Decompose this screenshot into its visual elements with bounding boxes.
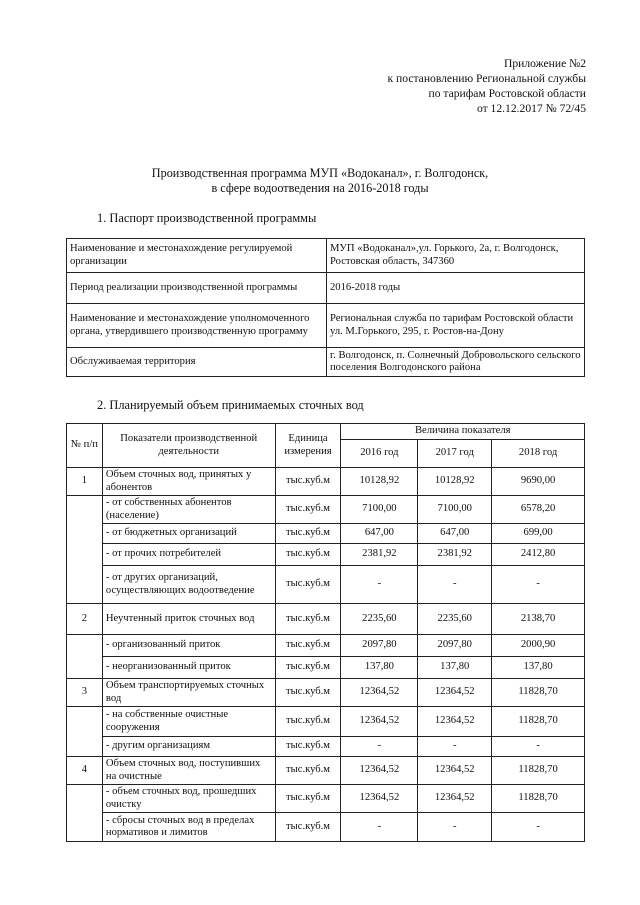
header-unit: Единица измерения — [275, 424, 341, 468]
table-row — [67, 707, 585, 737]
header-row — [67, 424, 585, 440]
document-title — [0, 166, 640, 196]
title-line-2: в сфере водоотведения на 2016-2018 годы — [211, 181, 429, 195]
row-number-empty — [67, 785, 103, 842]
row-unit: тыс.куб.м — [275, 468, 341, 496]
row-number-empty — [67, 707, 103, 757]
row-indicator: Объем транспортируемых сточных вод — [102, 679, 275, 707]
row-value-2017: 137,80 — [418, 657, 492, 679]
row-indicator: - от прочих потребителей — [102, 544, 275, 566]
passport-row — [67, 273, 585, 304]
passport-table — [66, 238, 585, 377]
table-row — [67, 635, 585, 657]
section-2-heading: 2. Планируемый объем принимаемых сточных вод — [97, 398, 364, 412]
row-value-2016: 647,00 — [341, 524, 418, 544]
section-1-heading: 1. Паспорт производственной программы — [97, 211, 317, 225]
appendix-header — [388, 56, 587, 116]
row-indicator: - неорганизованный приток — [102, 657, 275, 679]
row-value-2016: 12364,52 — [341, 785, 418, 813]
header-indicator: Показатели производственной деятельности — [102, 424, 275, 468]
row-value-2017: - — [418, 813, 492, 842]
table-row — [67, 737, 585, 757]
row-indicator: Неучтенный приток сточных вод — [102, 604, 275, 635]
row-value-2017: 7100,00 — [418, 496, 492, 524]
row-indicator: - объем сточных вод, прошедших очистку — [102, 785, 275, 813]
passport-row — [67, 304, 585, 348]
row-value-2017: 2235,60 — [418, 604, 492, 635]
row-indicator: - сбросы сточных вод в пределах нормативов и лимитов — [102, 813, 275, 842]
row-unit: тыс.куб.м — [275, 757, 341, 785]
row-number-empty — [67, 496, 103, 604]
appendix-line-4: от 12.12.2017 № 72/45 — [476, 102, 586, 115]
table-row — [67, 496, 585, 524]
passport-value: 2016-2018 годы — [327, 273, 585, 304]
row-value-2018: 2138,70 — [492, 604, 585, 635]
row-value-2018: 11828,70 — [492, 707, 585, 737]
row-unit: тыс.куб.м — [275, 785, 341, 813]
row-value-2018: 9690,00 — [492, 468, 585, 496]
row-indicator: Объем сточных вод, принятых у абонентов — [102, 468, 275, 496]
passport-label: Период реализации производственной программы — [67, 273, 327, 304]
table-row — [67, 757, 585, 785]
volume-table — [66, 423, 585, 842]
row-value-2018: - — [492, 737, 585, 757]
table-row — [67, 544, 585, 566]
row-value-2016: - — [341, 813, 418, 842]
title-line-1: Производственная программа МУП «Водоканал», г. Волгодонск, — [151, 166, 489, 180]
row-value-2018: - — [492, 566, 585, 604]
row-number: 1 — [67, 468, 103, 496]
passport-label: Наименование и местонахождение уполномоченного органа, утвердившего производственную программу — [67, 304, 327, 348]
row-unit: тыс.куб.м — [275, 679, 341, 707]
row-value-2018: - — [492, 813, 585, 842]
row-value-2018: 11828,70 — [492, 785, 585, 813]
passport-value: Региональная служба по тарифам Ростовской области ул. М.Горького, 295, г. Ростов-на-Дону — [327, 304, 585, 348]
row-value-2016: 12364,52 — [341, 679, 418, 707]
row-value-2017: 2097,80 — [418, 635, 492, 657]
passport-row — [67, 239, 585, 273]
row-unit: тыс.куб.м — [275, 657, 341, 679]
header-year-2017: 2017 год — [418, 440, 492, 468]
row-indicator: - организованный приток — [102, 635, 275, 657]
row-unit: тыс.куб.м — [275, 496, 341, 524]
row-value-2017: 10128,92 — [418, 468, 492, 496]
row-value-2016: 12364,52 — [341, 707, 418, 737]
row-value-2016: 2097,80 — [341, 635, 418, 657]
header-year-2016: 2016 год — [341, 440, 418, 468]
passport-row — [67, 348, 585, 377]
row-value-2018: 2412,80 — [492, 544, 585, 566]
row-value-2016: 2235,60 — [341, 604, 418, 635]
row-indicator: - от других организаций, осуществляющих водоотведение — [102, 566, 275, 604]
row-value-2018: 137,80 — [492, 657, 585, 679]
row-value-2017: 2381,92 — [418, 544, 492, 566]
row-value-2017: 12364,52 — [418, 785, 492, 813]
row-value-2016: 137,80 — [341, 657, 418, 679]
passport-value: г. Волгодонск, п. Солнечный Добровольского сельского поселения Волгодонского района — [327, 348, 585, 377]
row-unit: тыс.куб.м — [275, 544, 341, 566]
table-row — [67, 679, 585, 707]
row-value-2016: 7100,00 — [341, 496, 418, 524]
row-value-2017: 12364,52 — [418, 757, 492, 785]
row-indicator: Объем сточных вод, поступивших на очистные — [102, 757, 275, 785]
row-value-2017: - — [418, 566, 492, 604]
row-unit: тыс.куб.м — [275, 635, 341, 657]
row-value-2018: 11828,70 — [492, 679, 585, 707]
table-row — [67, 524, 585, 544]
row-value-2017: 12364,52 — [418, 679, 492, 707]
row-indicator: - другим организациям — [102, 737, 275, 757]
header-value-group: Величина показателя — [341, 424, 585, 440]
row-unit: тыс.куб.м — [275, 566, 341, 604]
row-indicator: - от собственных абонентов (население) — [102, 496, 275, 524]
row-value-2017: 12364,52 — [418, 707, 492, 737]
row-value-2018: 6578,20 — [492, 496, 585, 524]
table-row — [67, 813, 585, 842]
passport-label: Наименование и местонахождение регулируемой организации — [67, 239, 327, 273]
row-value-2017: - — [418, 737, 492, 757]
row-value-2018: 11828,70 — [492, 757, 585, 785]
table-row — [67, 566, 585, 604]
row-value-2018: 2000,90 — [492, 635, 585, 657]
table-row — [67, 785, 585, 813]
row-indicator: - от бюджетных организаций — [102, 524, 275, 544]
row-number-empty — [67, 635, 103, 679]
row-indicator: - на собственные очистные сооружения — [102, 707, 275, 737]
table-row — [67, 657, 585, 679]
row-value-2016: 2381,92 — [341, 544, 418, 566]
row-unit: тыс.куб.м — [275, 524, 341, 544]
row-number: 3 — [67, 679, 103, 707]
table-row — [67, 604, 585, 635]
row-value-2018: 699,00 — [492, 524, 585, 544]
row-value-2016: 12364,52 — [341, 757, 418, 785]
row-number: 4 — [67, 757, 103, 785]
row-unit: тыс.куб.м — [275, 813, 341, 842]
appendix-line-3: по тарифам Ростовской области — [428, 87, 586, 100]
row-unit: тыс.куб.м — [275, 737, 341, 757]
row-value-2016: - — [341, 737, 418, 757]
volume-table-body — [67, 468, 585, 842]
passport-value: МУП «Водоканал»,ул. Горького, 2а, г. Волгодонск, Ростовская область, 347360 — [327, 239, 585, 273]
row-unit: тыс.куб.м — [275, 707, 341, 737]
passport-label: Обслуживаемая территория — [67, 348, 327, 377]
row-number: 2 — [67, 604, 103, 635]
row-unit: тыс.куб.м — [275, 604, 341, 635]
row-value-2017: 647,00 — [418, 524, 492, 544]
header-num: № п/п — [67, 424, 103, 468]
row-value-2016: 10128,92 — [341, 468, 418, 496]
header-year-2018: 2018 год — [492, 440, 585, 468]
appendix-line-2: к постановлению Региональной службы — [387, 72, 586, 85]
appendix-line-1: Приложение №2 — [504, 57, 586, 70]
row-value-2016: - — [341, 566, 418, 604]
table-row — [67, 468, 585, 496]
